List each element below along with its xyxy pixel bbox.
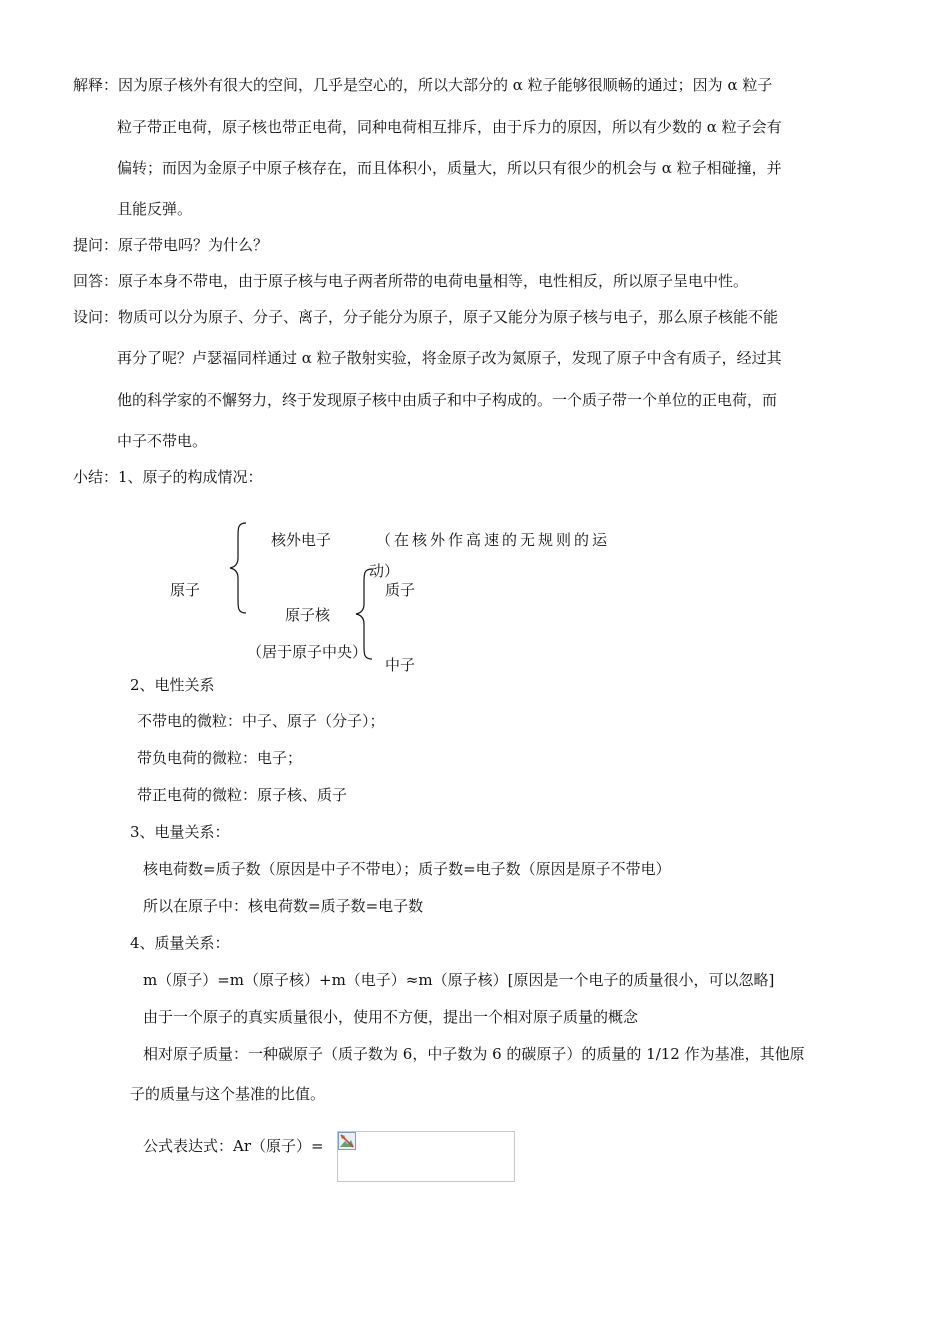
explain-line-1: 解释：因为原子核外有很大的空间，几乎是空心的，所以大部分的 α 粒子能够很顺畅的通过；因为 α 粒子 <box>73 76 773 94</box>
diagram-electron-label: 核外电子 <box>271 531 332 549</box>
quantity-heading: 3、电量关系： <box>130 823 230 841</box>
hypothesis-line-4: 中子不带电。 <box>117 432 208 450</box>
quantity-item-1: 核电荷数=质子数（原因是中子不带电）；质子数=电子数（原因是原子不带电） <box>143 860 671 878</box>
diagram-neutron-label: 中子 <box>385 656 416 674</box>
hypothesis-line-1: 设问：物质可以分为原子、分子、离子，分子能分为原子，原子又能分为原子核与电子，那么原子核能不能 <box>73 308 779 326</box>
mass-heading: 4、质量关系： <box>130 934 230 952</box>
charge-item-1: 不带电的微粒：中子、原子（分子）； <box>137 712 385 730</box>
summary-heading: 小结：1、原子的构成情况： <box>73 468 263 486</box>
charge-heading: 2、电性关系 <box>130 676 215 694</box>
question-text: 提问：原子带电吗？为什么？ <box>73 236 269 254</box>
explain-line-2: 粒子带正电荷，原子核也带正电荷，同种电荷相互排斥，由于斥力的原因，所以有少数的 α 粒子会有 <box>117 118 782 136</box>
diagram-atom-label: 原子 <box>170 581 201 599</box>
mass-item-2: 由于一个原子的真实质量很小，使用不方便，提出一个相对原子质量的概念 <box>143 1008 639 1026</box>
formula-label: 公式表达式：Ar（原子）= <box>143 1137 324 1155</box>
outer-brace-icon <box>228 522 250 614</box>
explain-line-4: 且能反弹。 <box>117 200 193 218</box>
broken-image-icon <box>338 1132 356 1150</box>
quantity-item-2: 所以在原子中：核电荷数=质子数=电子数 <box>143 897 424 915</box>
hypothesis-line-3: 他的科学家的不懈努力，终于发现原子核中由质子和中子构成的。一个质子带一个单位的正电荷，而 <box>117 391 778 409</box>
hypothesis-line-2: 再分了呢？卢瑟福同样通过 α 粒子散射实验，将金原子改为氮原子，发现了原子中含有质子，经过其 <box>117 349 782 367</box>
diagram-electron-note: （在核外作高速的无规则的运 <box>376 531 611 549</box>
diagram-nucleus-note: （居于原子中央） <box>247 643 368 661</box>
explain-line-3: 偏转；而因为金原子中原子核存在，而且体积小，质量大，所以只有很少的机会与 α 粒子相碰撞，并 <box>117 159 782 177</box>
mass-item-1: m（原子）=m（原子核）+m（电子）≈m（原子核）[原因是一个电子的质量很小，可以忽略] <box>143 971 775 989</box>
charge-item-2: 带负电荷的微粒：电子； <box>137 749 303 767</box>
formula-image-placeholder <box>337 1131 515 1182</box>
answer-text: 回答：原子本身不带电，由于原子核与电子两者所带的电荷电量相等，电性相反，所以原子呈电中性。 <box>73 272 749 290</box>
relative-mass-line-1: 相对原子质量：一种碳原子（质子数为 6，中子数为 6 的碳原子）的质量的 1/12 作为基准，其他原 <box>143 1045 805 1063</box>
relative-mass-line-2: 子的质量与这个基准的比值。 <box>130 1085 326 1103</box>
diagram-electron-note-cont: 动） <box>369 562 400 580</box>
charge-item-3: 带正电荷的微粒：原子核、质子 <box>137 786 348 804</box>
diagram-nucleus-label: 原子核 <box>285 606 331 624</box>
diagram-proton-label: 质子 <box>385 581 416 599</box>
